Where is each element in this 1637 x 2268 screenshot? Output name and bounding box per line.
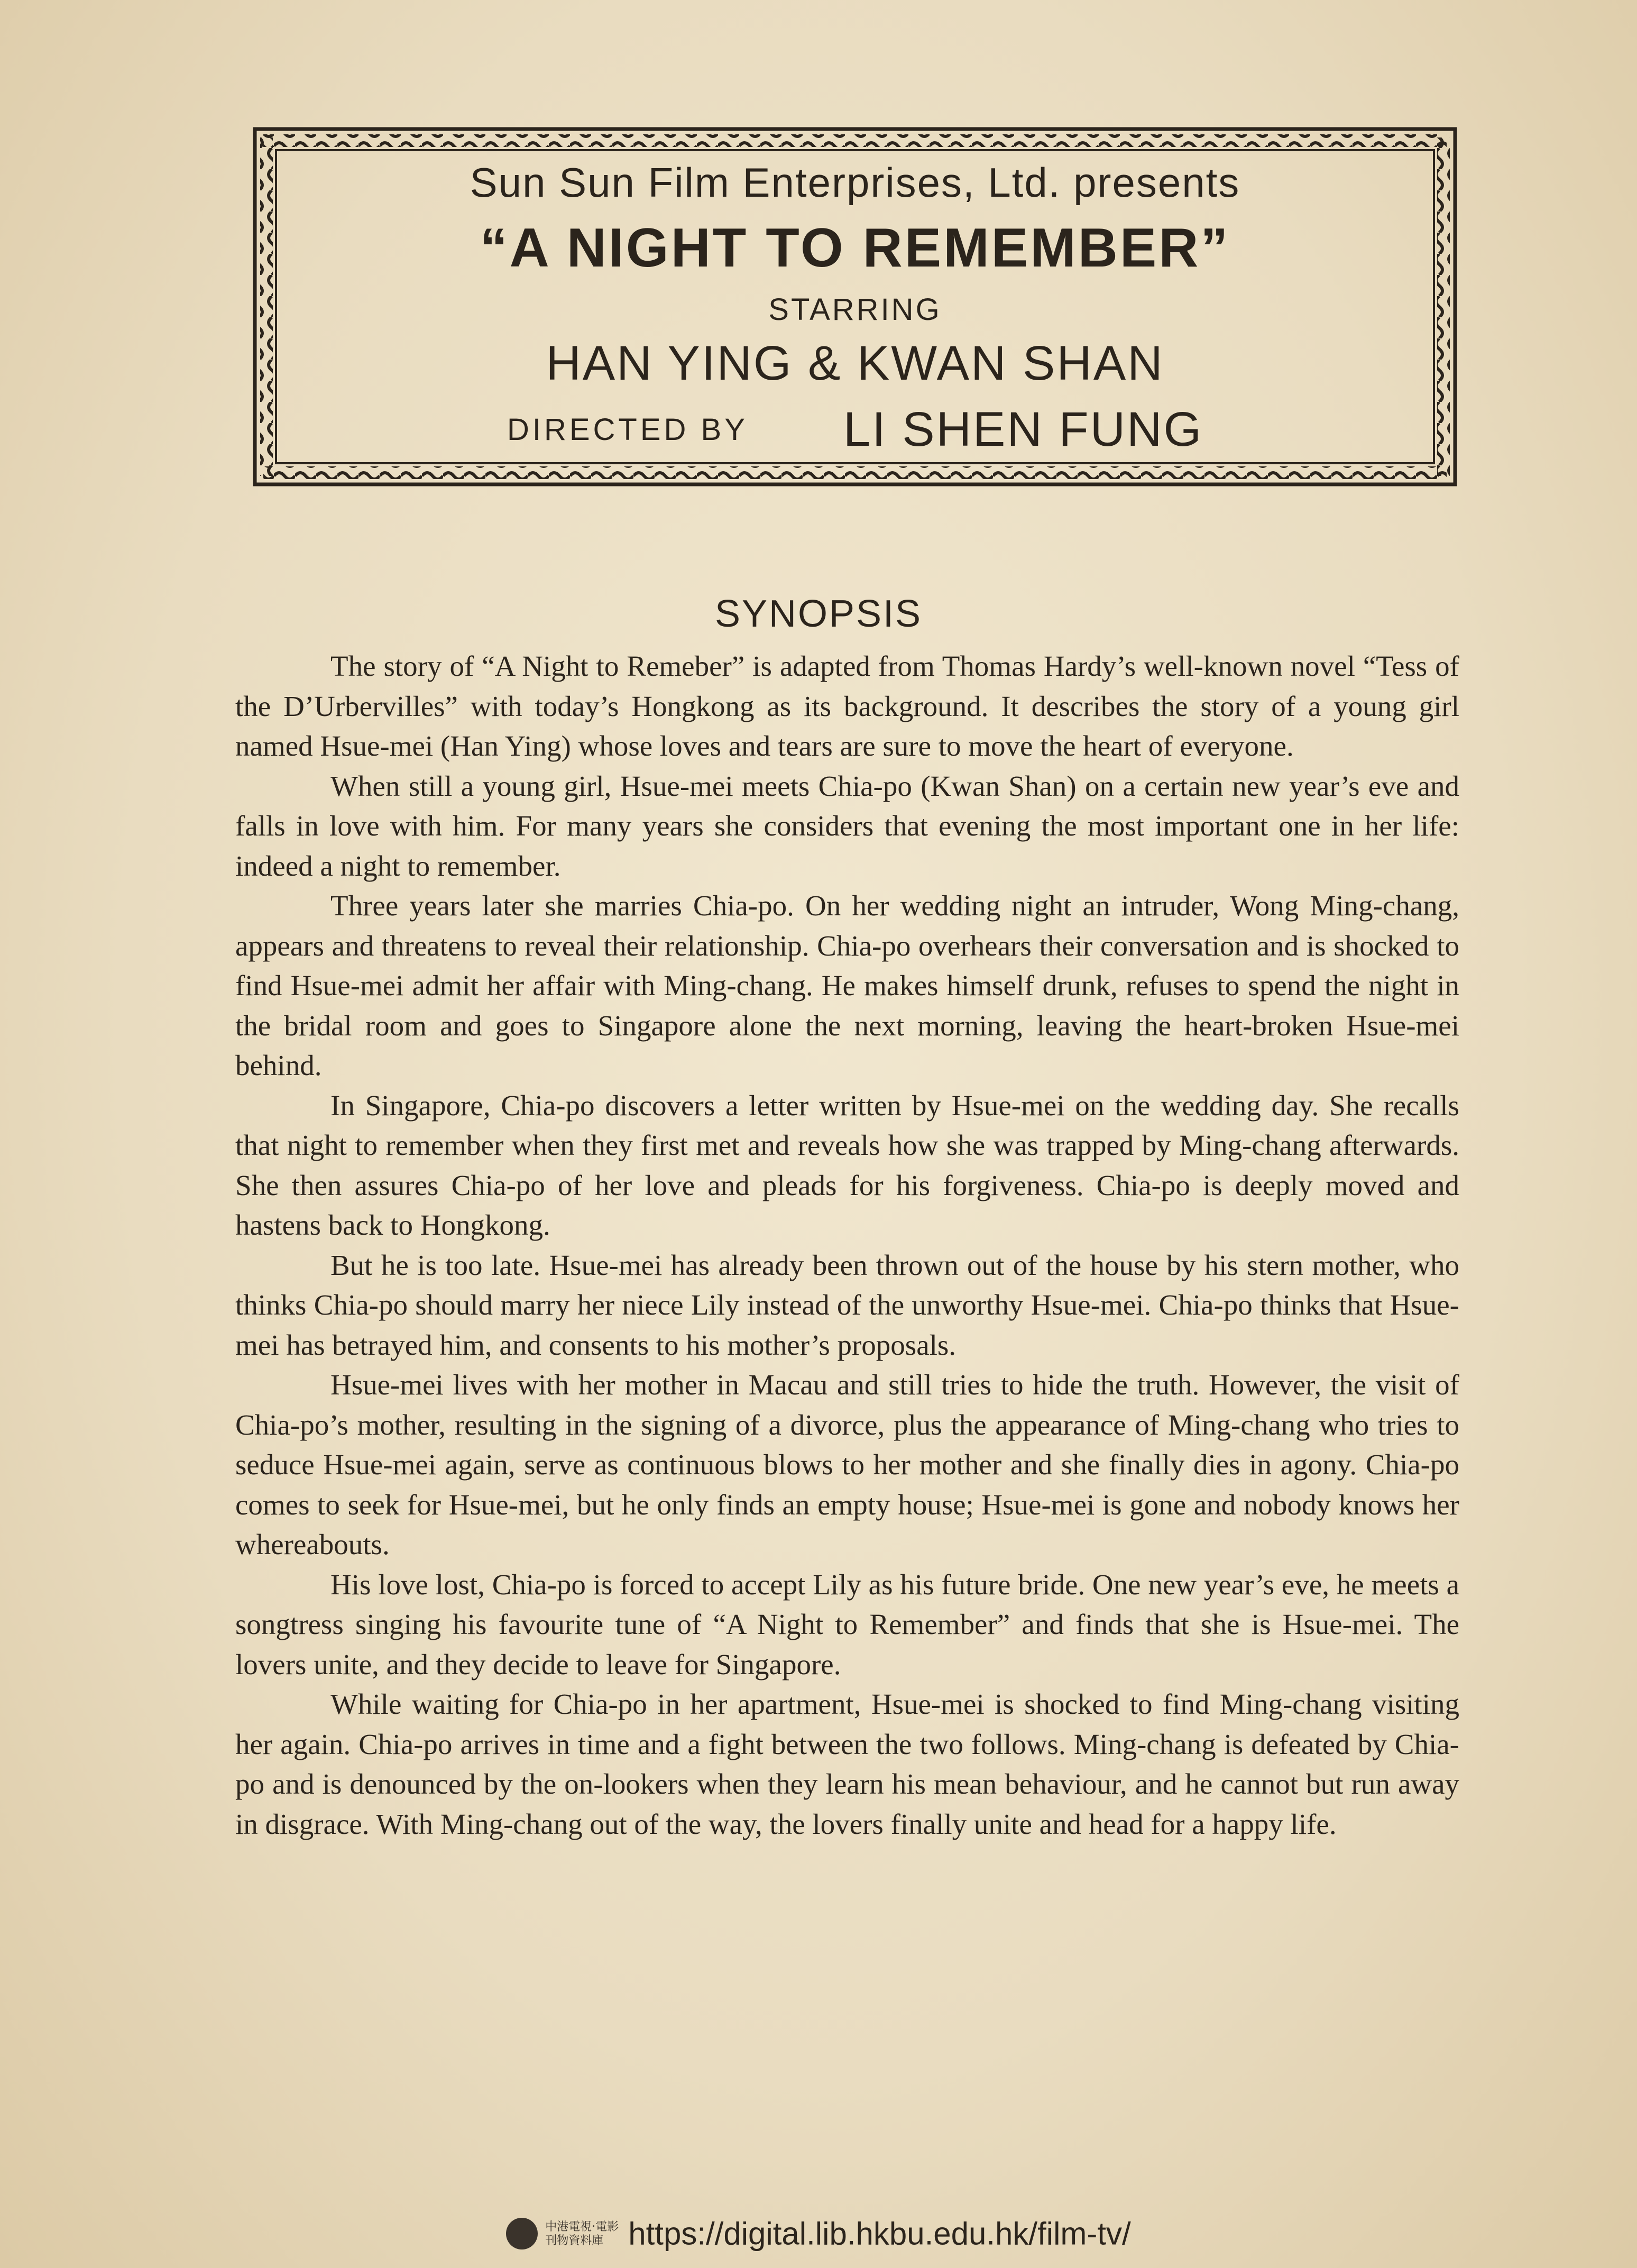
presenter-line: Sun Sun Film Enterprises, Ltd. presents — [470, 159, 1240, 206]
logo-line-1: 中港電視‧電影 — [545, 2220, 619, 2234]
film-title: “A NIGHT TO REMEMBER” — [480, 217, 1230, 279]
director-name: LI SHEN FUNG — [843, 402, 1203, 456]
synopsis-heading: SYNOPSIS — [714, 593, 923, 635]
title-frame — [253, 127, 1457, 486]
starring-label: STARRING — [768, 292, 942, 327]
library-logo-icon — [506, 2218, 538, 2249]
synopsis-paragraph: While waiting for Chia-po in her apartment, Hsue-mei is shocked to find Ming-chang visiting her again. Chia-po arrives in time and a fight between the two follows. Ming-chang is defeated by Chia-po and is denounced by the on-lookers when they learn his mean behaviour, and he cannot but run away in disgrace. With Ming-chang out of the way, the lovers finally unite and head for a happy life. — [235, 1688, 1459, 1840]
synopsis-paragraph: When still a young girl, Hsue-mei meets Chia-po (Kwan Shan) on a certain new year’s eve and falls in love with him. For many years she considers that evening the most important one in her life: indeed a night to remember. — [235, 769, 1459, 882]
library-logo-text — [545, 2220, 619, 2247]
synopsis-paragraph: His love lost, Chia-po is forced to accept Lily as his future bride. One new year’s eve, he meets a songtress singing his favourite tune of “A Night to Remember” and finds that she is Hsue-mei. The lovers unite, and they decide to leave for Singapore. — [235, 1568, 1459, 1681]
synopsis-paragraph: Hsue-mei lives with her mother in Macau and still tries to hide the truth. However, the visit of Chia-po’s mother, resulting in the signing of a divorce, plus the appearance of Ming-chang who tries to seduce Hsue-mei again, serve as continuous blows to her mother and she finally dies in agony. Chia-po comes to seek for Hsue-mei, but he only finds an empty house; Hsue-mei is gone and nobody knows her whereabouts. — [235, 1369, 1459, 1560]
synopsis-body — [235, 646, 1459, 1844]
logo-line-2: 刊物資料庫 — [545, 2234, 604, 2247]
source-url[interactable]: https://digital.lib.hkbu.edu.hk/film-tv/ — [628, 2216, 1131, 2252]
synopsis-paragraph: In Singapore, Chia-po discovers a letter written by Hsue-mei on the wedding day. She recalls that night to remember when they first met and reveals how she was trapped by Ming-chang afterwards. She then assures Chia-po of her love and pleads for his forgiveness. Chia-po is deeply moved and hastens back to Hongkong. — [235, 1089, 1459, 1241]
synopsis-paragraph: Three years later she marries Chia-po. On her wedding night an intruder, Wong Ming-chang, appears and threatens to reveal their relationship. Chia-po overhears their conversation and is shocked to find Hsue-mei admit her affair with Ming-chang. He makes himself drunk, refuses to spend the night in the bridal room and goes to Singapore alone the next morning, leaving the heart-broken Hsue-mei behind. — [235, 889, 1459, 1081]
synopsis-paragraph: But he is too late. Hsue-mei has already been thrown out of the house by his stern mother, who thinks Chia-po should marry her niece Lily instead of the unworthy Hsue-mei. Chia-po thinks that Hsue-mei has betrayed him, and consents to his mother’s proposals. — [235, 1248, 1459, 1361]
film-credits — [253, 127, 1457, 486]
synopsis-paragraph: The story of “A Night to Remeber” is adapted from Thomas Hardy’s well-known novel “Tess of the D’Urbervilles” with today’s Hongkong as its background. It describes the story of a young girl named Hsue-mei (Han Ying) whose loves and tears are sure to move the heart of everyone. — [235, 650, 1459, 762]
director-line — [253, 402, 1457, 457]
stars-line: HAN YING & KWAN SHAN — [546, 336, 1164, 390]
watermark-footer — [0, 2213, 1637, 2252]
directed-by-label: DIRECTED BY — [507, 412, 748, 447]
